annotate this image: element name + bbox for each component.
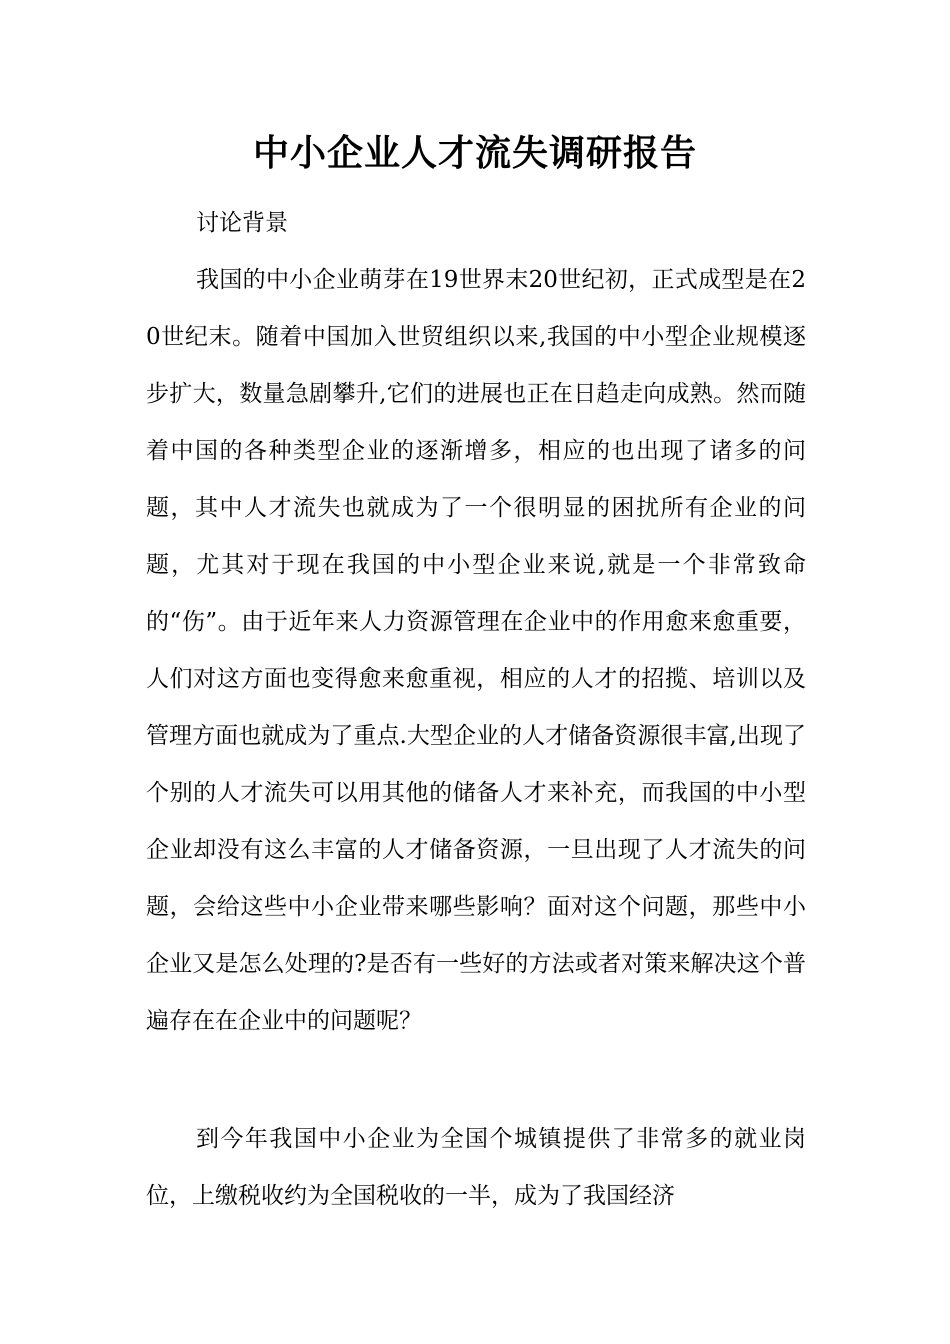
body-paragraph: 我国的中小企业萌芽在19世界末20世纪初，正式成型是在20世纪末。随着中国加入世贸组织以来,我国的中小型企业规模逐步扩大，数量急剧攀升,它们的进展也正在日趋走向成熟。然而随着中国的各种类型企业的逐渐增多，相应的也出现了诸多的问题，其中人才流失也就成为了一个很明显的困扰所有企业的问题，尤其对于现在我国的中小型企业来说,就是一个非常致命的“伤”。由于近年来人力资源管理在企业中的作用愈来愈重要，人们对这方面也变得愈来愈重视，相应的人才的招揽、培训以及管理方面也就成为了重点.大型企业的人才储备资源很丰富,出现了个别的人才流失可以用其他的储备人才来补充，而我国的中小型企业却没有这么丰富的人才储备资源，一旦出现了人才流失的问题，会给这些中小企业带来哪些影响？面对这个问题，那些中小企业又是怎么处理的?是否有一些好的方法或者对策来解决这个普遍存在在企业中的问题呢？ (146, 267, 806, 1034)
section-heading: 讨论背景 (196, 210, 288, 236)
document-title: 中小企业人才流失调研报告 (252, 132, 697, 174)
body-paragraph: 到今年我国中小企业为全国个城镇提供了非常多的就业岗位，上缴税收约为全国税收的一半，成为了我国经济 (146, 1126, 806, 1209)
